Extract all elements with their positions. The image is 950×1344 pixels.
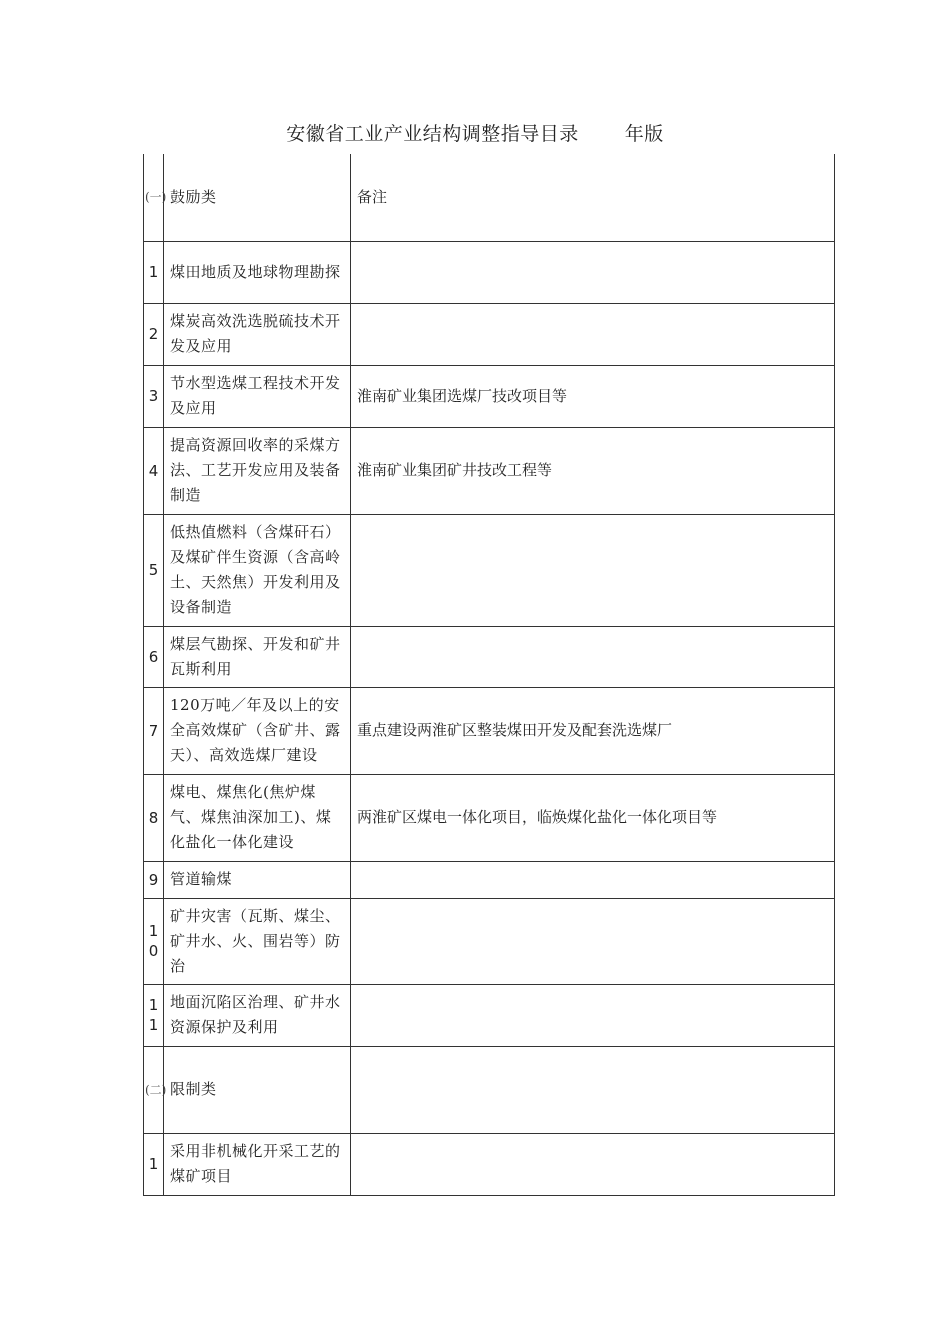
table-row	[144, 1046, 835, 1133]
table-row	[144, 365, 835, 427]
item-text: 煤层气勘探、开发和矿井瓦斯利用	[164, 626, 351, 687]
item-text: 采用非机械化开采工艺的煤矿项目	[164, 1133, 351, 1195]
table-row	[144, 154, 835, 241]
title-main: 安徽省工业产业结构调整指导目录	[286, 123, 579, 145]
row-number: 7	[144, 687, 164, 774]
table-row	[144, 898, 835, 984]
note-text	[351, 514, 835, 626]
row-number: 9	[144, 861, 164, 898]
row-number: 6	[144, 626, 164, 687]
table-row	[144, 1133, 835, 1195]
table-row	[144, 303, 835, 365]
note-text	[351, 861, 835, 898]
note-text	[351, 984, 835, 1046]
item-text: 煤电、煤焦化(焦炉煤气、煤焦油深加工)、煤化盐化一体化建设	[164, 774, 351, 861]
note-text	[351, 626, 835, 687]
note-text	[351, 1133, 835, 1195]
table-row	[144, 427, 835, 514]
row-number: 2	[144, 303, 164, 365]
table-row	[144, 774, 835, 861]
note-text: 重点建设两淮矿区整装煤田开发及配套洗选煤厂	[351, 687, 835, 774]
item-text: 节水型选煤工程技术开发及应用	[164, 365, 351, 427]
table-row	[144, 861, 835, 898]
item-text: 地面沉陷区治理、矿井水资源保护及利用	[164, 984, 351, 1046]
note-text	[351, 303, 835, 365]
table-row	[144, 984, 835, 1046]
row-number: 1	[144, 241, 164, 303]
item-text: 矿井灾害（瓦斯、煤尘、矿井水、火、围岩等）防治	[164, 898, 351, 984]
item-text: 煤田地质及地球物理勘探	[164, 241, 351, 303]
item-text: 120万吨／年及以上的安全高效煤矿（含矿井、露天）、高效选煤厂建设	[164, 687, 351, 774]
note-text: 两淮矿区煤电一体化项目，临焕煤化盐化一体化项目等	[351, 774, 835, 861]
table-row	[144, 241, 835, 303]
catalog-table	[143, 154, 835, 1196]
table-row	[144, 687, 835, 774]
note-text: 淮南矿业集团选煤厂技改项目等	[351, 365, 835, 427]
item-text: 提高资源回收率的采煤方法、工艺开发应用及装备制造	[164, 427, 351, 514]
item-text: 低热值燃料（含煤矸石）及煤矿伴生资源（含高岭土、天然焦）开发利用及设备制造	[164, 514, 351, 626]
table-row	[144, 626, 835, 687]
item-text: 煤炭高效洗选脱硫技术开发及应用	[164, 303, 351, 365]
section-number: (二)	[144, 1046, 164, 1133]
row-number: 3	[144, 365, 164, 427]
table-row	[144, 514, 835, 626]
page-title	[0, 119, 950, 146]
note-text	[351, 898, 835, 984]
row-number: 1	[144, 1133, 164, 1195]
title-suffix: 年版	[624, 123, 664, 145]
note-text	[351, 1046, 835, 1133]
note-text: 淮南矿业集团矿井技改工程等	[351, 427, 835, 514]
row-number: 5	[144, 514, 164, 626]
section-number: (一)	[144, 154, 164, 241]
row-number: 4	[144, 427, 164, 514]
section-heading: 鼓励类	[164, 154, 351, 241]
row-number: 11	[144, 984, 164, 1046]
row-number: 10	[144, 898, 164, 984]
note-header: 备注	[351, 154, 835, 241]
item-text: 管道输煤	[164, 861, 351, 898]
note-text	[351, 241, 835, 303]
row-number: 8	[144, 774, 164, 861]
section-heading: 限制类	[164, 1046, 351, 1133]
